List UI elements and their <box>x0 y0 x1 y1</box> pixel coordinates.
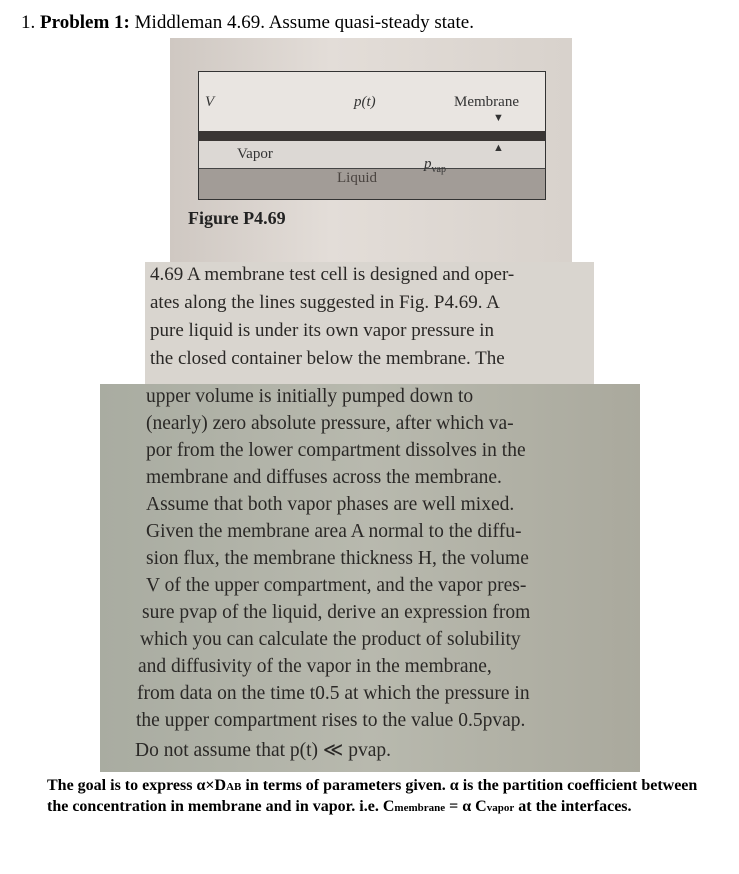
note-text: in terms of parameters given. α is the partition coefficient between the concentration in membrane and in vapor. i.e. C <box>47 777 698 815</box>
label-vapor: Vapor <box>237 146 273 162</box>
excerpt-image-top <box>145 262 594 384</box>
excerpt-line: Assume that both vapor phases are well mixed. <box>146 494 515 515</box>
excerpt-line: 4.69 A membrane test cell is designed and oper- <box>150 264 515 285</box>
problem-number: 1. <box>21 12 36 33</box>
pvap-subscript: vap <box>431 164 446 175</box>
excerpt-line: the closed container below the membrane. The <box>150 348 505 369</box>
label-v: V <box>205 94 215 110</box>
instructor-note <box>47 776 717 818</box>
problem-label: Problem 1: <box>40 12 130 33</box>
label-pvap <box>424 156 446 175</box>
container-diagram <box>198 71 546 200</box>
pvap-symbol: p <box>424 156 432 172</box>
excerpt-line: pure liquid is under its own vapor pressure in <box>150 320 495 341</box>
label-pt: p(t) <box>354 94 376 110</box>
label-liquid: Liquid <box>337 170 377 186</box>
excerpt-line: Given the membrane area A normal to the diffu- <box>146 521 522 542</box>
excerpt-line: (nearly) zero absolute pressure, after which va- <box>146 413 514 434</box>
excerpt-line: sion flux, the membrane thickness H, the volume <box>146 548 529 569</box>
excerpt-line: V of the upper compartment, and the vapor pres- <box>146 575 527 596</box>
arrow-down-icon: ▼ <box>493 112 504 124</box>
excerpt-line: the upper compartment rises to the value 0.5pvap. <box>136 710 526 731</box>
figure-image <box>170 38 572 262</box>
figure-caption: Figure P4.69 <box>188 208 286 228</box>
note-subscript: vapor <box>486 802 515 814</box>
problem-text: Middleman 4.69. Assume quasi-steady state. <box>134 12 474 33</box>
note-subscript: membrane <box>394 802 446 814</box>
note-subscript: AB <box>226 781 242 793</box>
note-text: The goal is to express α×D <box>47 777 227 794</box>
excerpt-line: sure pvap of the liquid, derive an expression from <box>142 602 531 623</box>
excerpt-line: por from the lower compartment dissolves in the <box>146 440 526 461</box>
excerpt-image-bottom <box>100 384 640 772</box>
note-text: = α C <box>445 798 487 815</box>
label-membrane: Membrane <box>454 94 519 110</box>
excerpt-line: ates along the lines suggested in Fig. P4.69. A <box>150 292 500 313</box>
arrow-up-icon: ▲ <box>493 142 504 154</box>
membrane-layer <box>199 131 545 141</box>
excerpt-line: membrane and diffuses across the membrane. <box>146 467 502 488</box>
excerpt-line: Do not assume that p(t) ≪ pvap. <box>135 740 391 761</box>
excerpt-line: upper volume is initially pumped down to <box>146 386 474 407</box>
excerpt-line: and diffusivity of the vapor in the membrane, <box>138 656 492 677</box>
excerpt-line: which you can calculate the product of solubility <box>140 629 521 650</box>
problem-heading <box>21 12 474 34</box>
note-text: at the interfaces. <box>514 798 632 815</box>
excerpt-line: from data on the time t0.5 at which the pressure in <box>137 683 530 704</box>
